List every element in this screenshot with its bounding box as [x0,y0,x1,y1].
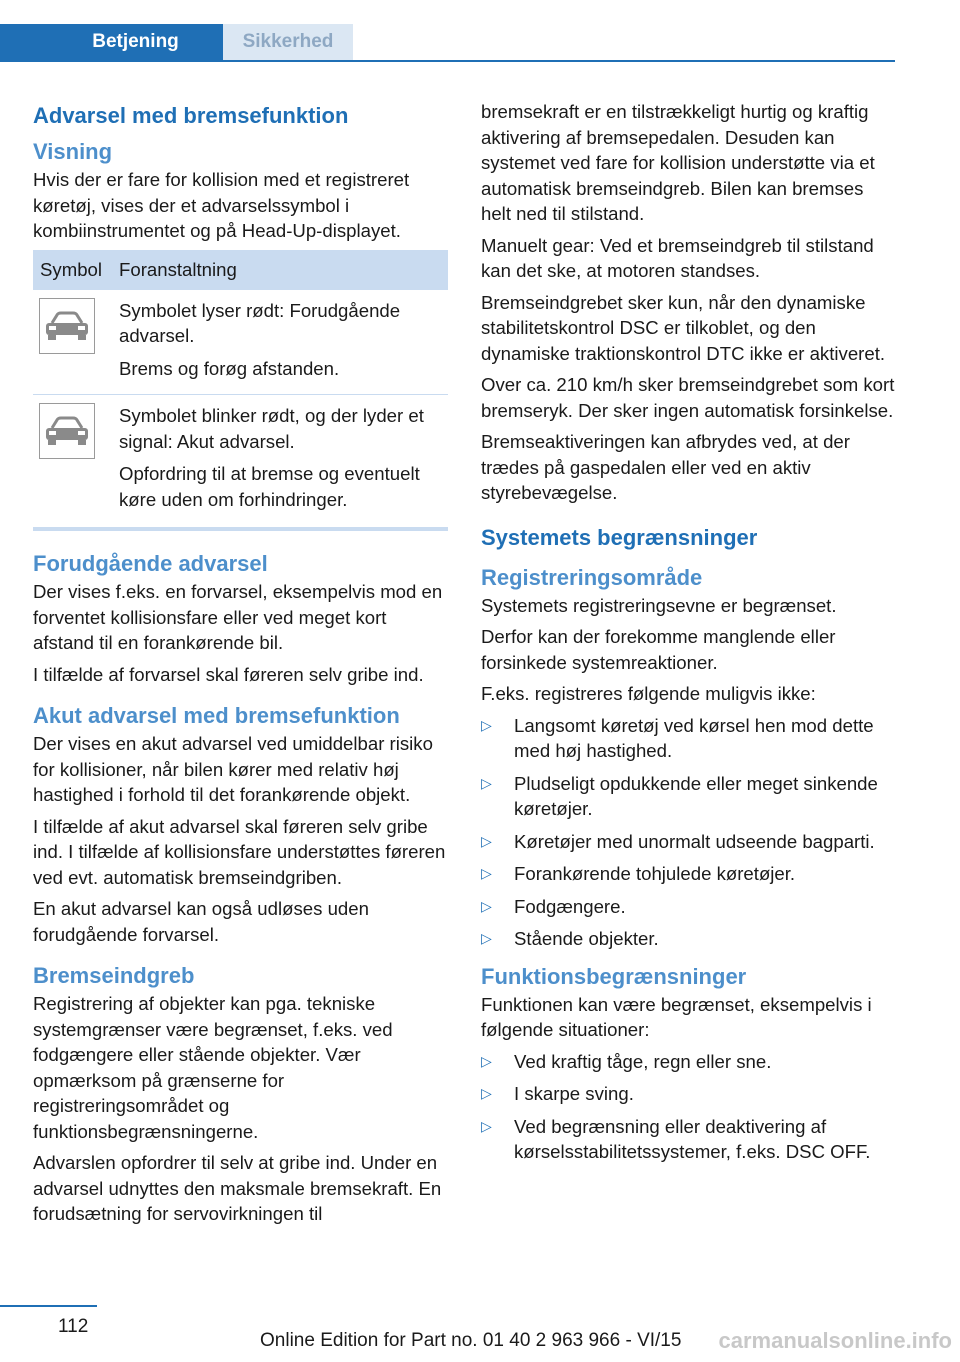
table-cell-text: Symbolet lyser rødt: Forudgående advarsel. [119,299,401,346]
limitation-list [481,713,895,952]
subheading-registreringsomrade: Registreringsområde [481,564,703,590]
triangle-bullet-icon: ▷ [481,930,492,946]
paragraph: Hvis der er fare for kollision med et registreret køretøj, vises der et advarselssymbol i kombiinstrumentet og på Head-Up-displayet. [33,169,410,241]
table-row [33,290,448,396]
edition-text: Online Edition for Part no. 01 40 2 963 966 - VI/15 [260,1330,682,1351]
paragraph: Bremseaktiveringen kan afbrydes ved, at der trædes på gaspedalen eller ved en aktiv styrebevægelse. [481,431,850,503]
paragraph: Der vises f.eks. en forvarsel, eksempelvis mod en forventet kollisionsfare eller ved meget kort afstand til en forankørende bil. [33,581,443,653]
triangle-bullet-icon: ▷ [481,865,492,881]
column-header-symbol: Symbol [40,258,103,280]
tab-sikkerhed[interactable]: Sikkerhed [223,24,353,60]
list-item: ▷ Langsomt køretøj ved kørsel hen mod dette med høj hastighed. [481,714,874,761]
list-item: ▷ Ved begrænsning eller deaktivering af kørselsstabilitetssystemer, f.eks. DSC OFF. [481,1115,871,1162]
table-cell-text: Opfordring til at bremse og eventuelt køre uden om forhindringer. [119,463,420,510]
list-item: ▷ Stående objekter. [481,926,895,952]
triangle-bullet-icon: ▷ [481,832,492,849]
list-item: ▷ Forankørende tohjulede køretøjer. [481,861,895,887]
paragraph: Systemets registreringsevne er begrænset. [481,594,837,616]
section-title: Advarsel med bremsefunktion [33,103,349,128]
table-row [33,395,448,531]
triangle-bullet-icon: ▷ [481,897,492,914]
page-number: 112 [58,1316,89,1337]
subheading-forudgaende: Forudgående advarsel [33,551,268,576]
car-warning-icon [39,298,95,354]
paragraph: Bremseindgrebet sker kun, når den dynamiske stabilitetskontrol DSC er tilkoblet, og den dynamiske traktionskontrol DTC ikke er aktiveret. [481,291,886,364]
subheading-visning: Visning [33,139,113,164]
section-title: Systemets begrænsninger [481,524,758,550]
right-column [481,99,895,1175]
triangle-bullet-icon: ▷ [481,1117,492,1134]
paragraph: En akut advarsel kan også udløses uden forudgående forvarsel. [33,898,369,945]
triangle-bullet-icon: ▷ [481,774,492,791]
column-header-action: Foranstaltning [119,258,237,280]
paragraph: Derfor kan der forekomme manglende eller forsinkede systemreaktioner. [481,626,836,673]
watermark: carmanualsonline.info [718,1328,952,1353]
subheading-funktionsbegraensninger: Funktionsbegrænsninger [481,963,747,989]
paragraph: Registrering af objekter kan pga. tekniske systemgrænser være begrænset, f.eks. ved fodgængere eller stående objekter. Vær opmærksom på grænserne for registreringsområdet og funktionsbegrænsningerne. [33,993,393,1142]
paragraph: Manuelt gear: Ved et bremseindgreb til stilstand kan det ske, at motoren standses. [481,234,874,281]
list-item: ▷ Køretøjer med unormalt udseende bagparti. [481,829,895,855]
paragraph: bremsekraft er en tilstrækkeligt hurtig og kraftig aktivering af bremsepedalen. Desuden kan systemet ved fare for kollision understøtte via et automatisk bremseindgreb. Bilen kan bremses helt ned til stilstand. [481,101,875,224]
triangle-bullet-icon: ▷ [481,716,492,733]
paragraph: Funktionen kan være begrænset, eksempelvis i følgende situationer: [481,993,872,1040]
table-cell-text: Brems og forøg afstanden. [119,357,340,379]
left-column [33,100,448,1233]
list-item: ▷ Pludseligt opdukkende eller meget sinkende køretøjer. [481,772,878,819]
subheading-akut: Akut advarsel med bremsefunktion [33,703,400,728]
paragraph: I tilfælde af akut advarsel skal føreren selv gribe ind. I tilfælde af kollisionsfare understøttes føreren ved evt. automatisk bremseindgriben. [33,815,446,888]
paragraph: Over ca. 210 km/h sker bremseindgrebet som kort bremseryk. Der sker ingen automatisk forsinkelse. [481,374,895,421]
symbol-table [33,250,448,532]
paragraph: F.eks. registreres følgende muligvis ikke: [481,683,816,704]
triangle-bullet-icon: ▷ [481,1085,492,1101]
chapter-tabs [0,24,895,62]
table-cell-text: Symbolet blinker rødt, og der lyder et signal: Akut advarsel. [119,405,424,452]
list-item: ▷ Ved kraftig tåge, regn eller sne. [481,1049,895,1075]
list-item: ▷ I skarpe sving. [481,1081,895,1107]
paragraph: Advarslen opfordrer til selv at gribe ind. Under en advarsel udnyttes den maksmale bremsekraft. En forudsætning for servovirkningen til [33,1152,442,1224]
paragraph: Der vises en akut advarsel ved umiddelbar risiko for kollisioner, når bilen kører med relativ høj hastighed i forhold til det forankørende objekt. [33,733,433,805]
footer-rule [0,1305,97,1307]
paragraph: I tilfælde af forvarsel skal føreren selv gribe ind. [33,663,424,685]
subheading-bremseindgreb: Bremseindgreb [33,963,195,988]
triangle-bullet-icon: ▷ [481,1052,492,1069]
table-header [33,250,448,290]
car-warning-icon [39,403,95,459]
function-limitation-list [481,1049,895,1165]
tab-betjening[interactable]: Betjening [0,24,223,60]
list-item: ▷ Fodgængere. [481,894,895,920]
